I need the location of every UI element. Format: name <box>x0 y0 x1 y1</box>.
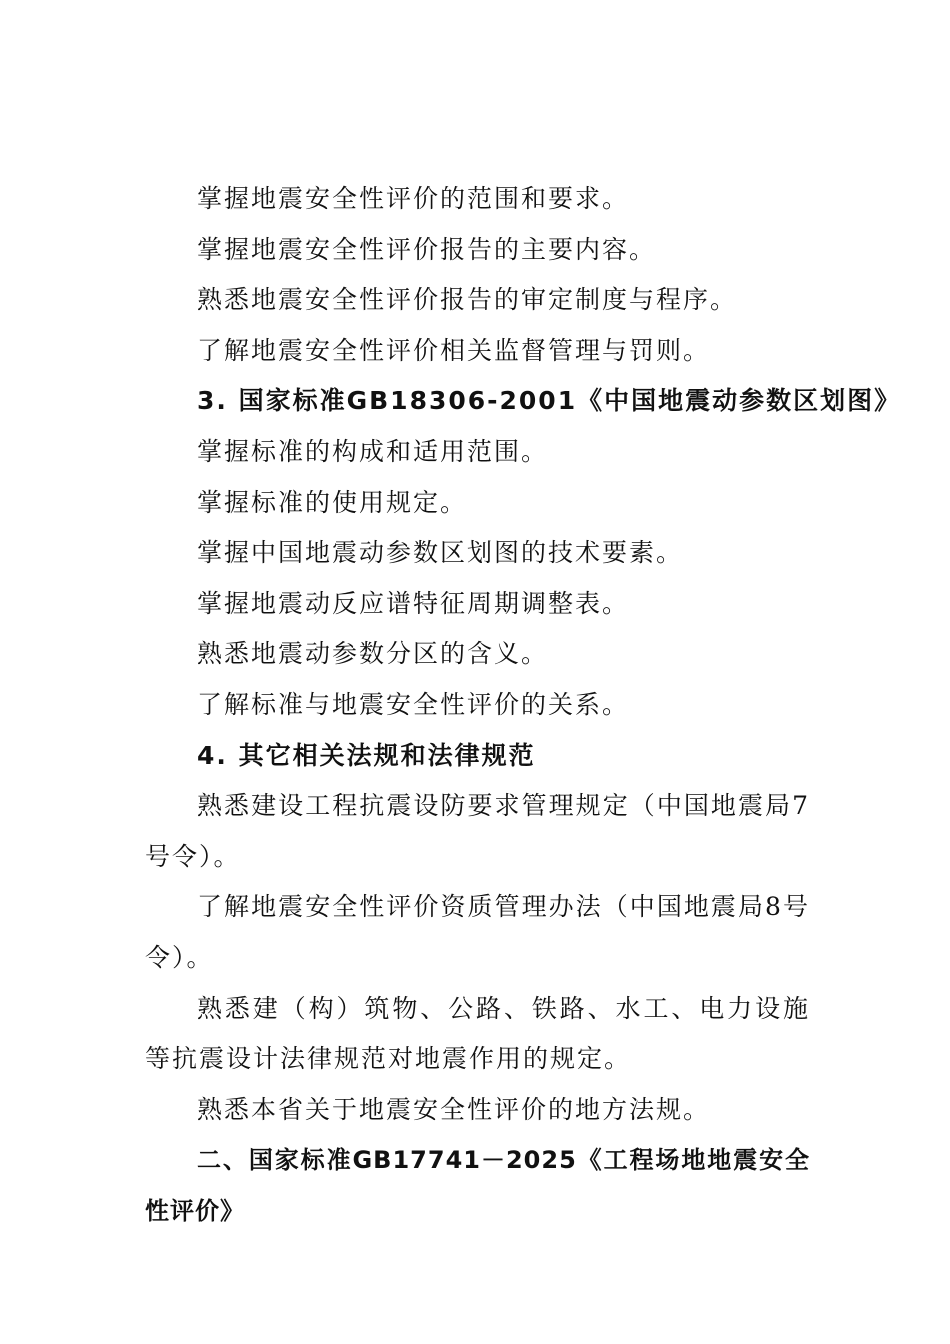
paragraph: 掌握中国地震动参数区划图的技术要素。 <box>197 538 684 568</box>
section-heading-3: 3. 国家标准GB18306-2001《中国地震动参数区划图》 <box>197 386 902 416</box>
paragraph: 掌握地震安全性评价的范围和要求。 <box>197 184 630 213</box>
document-body <box>145 174 902 1236</box>
paragraph: 了解标准与地震安全性评价的关系。 <box>197 689 630 719</box>
paragraph: 熟悉本省关于地震安全性评价的地方法规。 <box>197 1094 711 1124</box>
chapter-heading-2: 二、国家标准GB17741－2025《工程场地地震安全性评价》 <box>145 1146 810 1225</box>
paragraph: 熟悉建（构）筑物、公路、铁路、水工、电力设施等抗震设计法律规范对地震作用的规定。 <box>145 993 810 1074</box>
paragraph: 掌握标准的构成和适用范围。 <box>197 436 549 466</box>
section-heading-4: 4. 其它相关法规和法律规范 <box>197 740 536 770</box>
paragraph: 了解地震安全性评价相关监督管理与罚则。 <box>197 335 711 365</box>
paragraph: 掌握地震动反应谱特征周期调整表。 <box>197 588 630 618</box>
paragraph: 掌握地震安全性评价报告的主要内容。 <box>197 234 657 264</box>
paragraph: 熟悉建设工程抗震设防要求管理规定（中国地震局7号令）。 <box>145 791 810 871</box>
paragraph: 了解地震安全性评价资质管理办法（中国地震局8号令）。 <box>145 892 810 972</box>
paragraph: 熟悉地震动参数分区的含义。 <box>197 639 549 669</box>
paragraph: 熟悉地震安全性评价报告的审定制度与程序。 <box>197 285 738 315</box>
paragraph: 掌握标准的使用规定。 <box>197 487 468 517</box>
